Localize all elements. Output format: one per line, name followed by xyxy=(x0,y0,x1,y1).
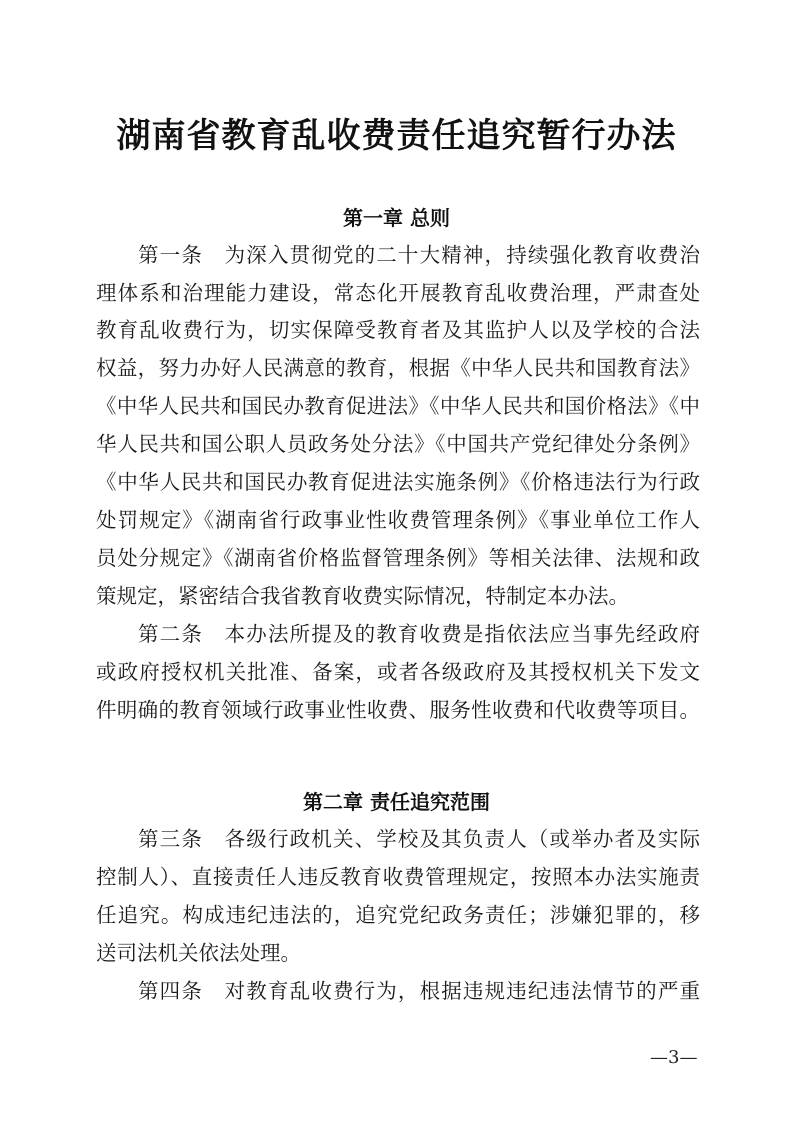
article-1-line: 第一条 为深入贯彻党的二十大精神，持续强化教育收费治 xyxy=(138,243,700,267)
article-4-line: 第四条 对教育乱收费行为，根据违规违纪违法情节的严重 xyxy=(138,979,700,1003)
document-title: 湖南省教育乱收费责任追究暂行办法 xyxy=(116,116,677,156)
article-1-line: 员处分规定》《湖南省价格监督管理条例》等相关法律、法规和政 xyxy=(96,546,700,570)
chapter-heading-2: 第二章 责任追究范围 xyxy=(303,790,490,814)
article-2-line: 件明确的教育领域行政事业性收费、服务性收费和代收费等项目。 xyxy=(96,698,700,722)
article-1-line: 教育乱收费行为，切实保障受教育者及其监护人以及学校的合法 xyxy=(96,318,700,342)
article-3-line: 送司法机关依法处理。 xyxy=(96,941,301,965)
article-1-line: 处罚规定》《湖南省行政事业性收费管理条例》《事业单位工作人 xyxy=(96,508,700,532)
page-number: —3— xyxy=(650,1047,698,1068)
article-2-line: 或政府授权机关批准、备案，或者各级政府及其授权机关下发文 xyxy=(96,660,700,684)
article-1-line: 《中华人民共和国民办教育促进法》《中华人民共和国价格法》《中 xyxy=(96,394,700,418)
article-3-line: 任追究。构成违纪违法的，追究党纪政务责任；涉嫌犯罪的，移 xyxy=(96,903,700,927)
article-1-line: 《中华人民共和国民办教育促进法实施条例》《价格违法行为行政 xyxy=(96,470,700,494)
article-3-line: 控制人）、直接责任人违反教育收费管理规定，按照本办法实施责 xyxy=(96,865,700,889)
article-2-line: 第二条 本办法所提及的教育收费是指依法应当事先经政府 xyxy=(138,622,700,646)
article-3-line: 第三条 各级行政机关、学校及其负责人（或举办者及实际 xyxy=(138,827,700,851)
article-1-line: 理体系和治理能力建设，常态化开展教育乱收费治理，严肃查处 xyxy=(96,281,700,305)
article-1-line: 华人民共和国公职人员政务处分法》《中国共产党纪律处分条例》 xyxy=(96,432,700,456)
article-1-line: 权益，努力办好人民满意的教育，根据《中华人民共和国教育法》 xyxy=(96,356,700,380)
article-1-line: 策规定，紧密结合我省教育收费实际情况，特制定本办法。 xyxy=(96,584,629,608)
chapter-heading-1: 第一章 总则 xyxy=(343,206,450,230)
